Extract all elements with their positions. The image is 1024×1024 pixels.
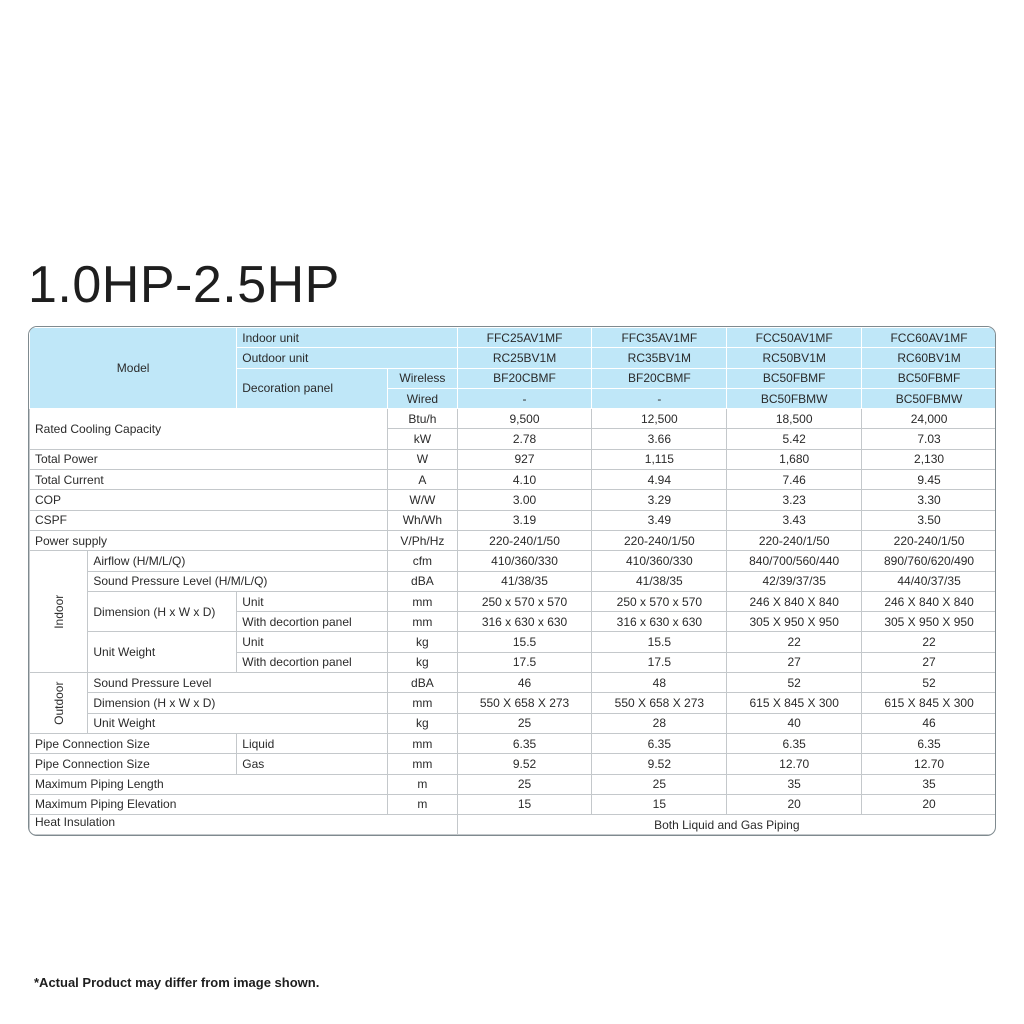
unit-cell: kW: [388, 429, 457, 449]
value-cell: 15.5: [592, 632, 727, 652]
row-label: Maximum Piping Elevation: [30, 794, 388, 814]
value-cell: 316 x 630 x 630: [592, 612, 727, 632]
value-cell: 22: [727, 632, 862, 652]
unit-cell: Wh/Wh: [388, 510, 457, 530]
value-cell: 48: [592, 673, 727, 693]
unit-cell: V/Ph/Hz: [388, 530, 457, 550]
value-cell: 15.5: [457, 632, 592, 652]
indoor-model-3: FCC50AV1MF: [727, 328, 862, 348]
outdoor-model-3: RC50BV1M: [727, 348, 862, 368]
value-cell: 890/760/620/490: [862, 551, 996, 571]
value-cell: 12.70: [727, 754, 862, 774]
value-cell: 22: [862, 632, 996, 652]
value-cell: 6.35: [592, 733, 727, 753]
value-cell: 9.52: [457, 754, 592, 774]
table-row: [30, 409, 997, 429]
spec-table-container: [28, 326, 996, 836]
wireless-panel-3: BC50FBMF: [727, 368, 862, 388]
unit-cell: kg: [388, 632, 457, 652]
outdoor-model-2: RC35BV1M: [592, 348, 727, 368]
value-cell: 220-240/1/50: [592, 530, 727, 550]
unit-cell: mm: [388, 733, 457, 753]
unit-cell: Btu/h: [388, 409, 457, 429]
value-cell: 3.19: [457, 510, 592, 530]
value-cell: 250 x 570 x 570: [592, 591, 727, 611]
sub-label: Unit: [237, 591, 388, 611]
value-cell: 6.35: [862, 733, 996, 753]
unit-cell: W/W: [388, 490, 457, 510]
table-row: [30, 510, 997, 530]
wireless-panel-1: BF20CBMF: [457, 368, 592, 388]
outdoor-unit-header: Outdoor unit: [237, 348, 457, 368]
wireless-panel-2: BF20CBMF: [592, 368, 727, 388]
value-cell: 550 X 658 X 273: [457, 693, 592, 713]
unit-cell: A: [388, 470, 457, 490]
unit-cell: m: [388, 774, 457, 794]
sub-label: Gas: [237, 754, 388, 774]
value-cell: 1,680: [727, 449, 862, 469]
page-title: 1.0HP-2.5HP: [28, 256, 340, 314]
table-row: [30, 490, 997, 510]
value-cell: 220-240/1/50: [457, 530, 592, 550]
value-cell: 305 X 950 X 950: [727, 612, 862, 632]
value-cell: Both Liquid and Gas Piping: [457, 815, 996, 835]
value-cell: 17.5: [457, 652, 592, 672]
unit-cell: mm: [388, 754, 457, 774]
table-row: [30, 713, 997, 733]
value-cell: 3.43: [727, 510, 862, 530]
value-cell: 410/360/330: [457, 551, 592, 571]
row-label: Dimension (H x W x D): [88, 693, 388, 713]
row-label: Power supply: [30, 530, 388, 550]
table-row: [30, 449, 997, 469]
row-label: Pipe Connection Size: [30, 754, 237, 774]
value-cell: 6.35: [457, 733, 592, 753]
table-row: [30, 774, 997, 794]
indoor-section-label: Indoor: [30, 551, 88, 673]
sub-label: With decortion panel: [237, 612, 388, 632]
value-cell: 25: [457, 774, 592, 794]
value-cell: 4.94: [592, 470, 727, 490]
value-cell: 20: [727, 794, 862, 814]
value-cell: 9.52: [592, 754, 727, 774]
table-row: [30, 794, 997, 814]
value-cell: 3.66: [592, 429, 727, 449]
unit-cell: kg: [388, 652, 457, 672]
table-row: [30, 733, 997, 753]
value-cell: 40: [727, 713, 862, 733]
unit-cell: cfm: [388, 551, 457, 571]
value-cell: 615 X 845 X 300: [862, 693, 996, 713]
sub-label: Liquid: [237, 733, 388, 753]
value-cell: 25: [592, 774, 727, 794]
row-label: Total Current: [30, 470, 388, 490]
value-cell: 25: [457, 713, 592, 733]
value-cell: 7.46: [727, 470, 862, 490]
table-row: [30, 470, 997, 490]
value-cell: 24,000: [862, 409, 996, 429]
value-cell: 3.30: [862, 490, 996, 510]
table-row: [30, 754, 997, 774]
value-cell: 41/38/35: [457, 571, 592, 591]
wired-panel-2: -: [592, 388, 727, 408]
wired-panel-1: -: [457, 388, 592, 408]
value-cell: 52: [727, 673, 862, 693]
value-cell: 550 X 658 X 273: [592, 693, 727, 713]
value-cell: 42/39/37/35: [727, 571, 862, 591]
row-label: Unit Weight: [88, 632, 237, 673]
value-cell: 6.35: [727, 733, 862, 753]
value-cell: 1,115: [592, 449, 727, 469]
value-cell: 2,130: [862, 449, 996, 469]
table-row: [30, 571, 997, 591]
value-cell: 410/360/330: [592, 551, 727, 571]
value-cell: 12.70: [862, 754, 996, 774]
value-cell: 15: [457, 794, 592, 814]
value-cell: 15: [592, 794, 727, 814]
value-cell: 316 x 630 x 630: [457, 612, 592, 632]
unit-cell: W: [388, 449, 457, 469]
outdoor-model-1: RC25BV1M: [457, 348, 592, 368]
table-row: [30, 328, 997, 348]
value-cell: 9,500: [457, 409, 592, 429]
value-cell: 7.03: [862, 429, 996, 449]
value-cell: 44/40/37/35: [862, 571, 996, 591]
model-header: Model: [30, 328, 237, 409]
value-cell: 27: [862, 652, 996, 672]
value-cell: 615 X 845 X 300: [727, 693, 862, 713]
unit-cell: m: [388, 794, 457, 814]
spec-table: [29, 327, 996, 835]
wireless-panel-4: BC50FBMF: [862, 368, 996, 388]
row-label: Rated Cooling Capacity: [30, 409, 388, 450]
indoor-model-1: FFC25AV1MF: [457, 328, 592, 348]
row-label: Dimension (H x W x D): [88, 591, 237, 632]
sub-label: Unit: [237, 632, 388, 652]
wired-panel-4: BC50FBMW: [862, 388, 996, 408]
value-cell: 3.29: [592, 490, 727, 510]
value-cell: 28: [592, 713, 727, 733]
unit-cell: mm: [388, 591, 457, 611]
value-cell: 9.45: [862, 470, 996, 490]
sub-label: With decortion panel: [237, 652, 388, 672]
row-label: Airflow (H/M/L/Q): [88, 551, 388, 571]
value-cell: 27: [727, 652, 862, 672]
value-cell: 3.50: [862, 510, 996, 530]
unit-cell: dBA: [388, 673, 457, 693]
value-cell: 220-240/1/50: [862, 530, 996, 550]
value-cell: 246 X 840 X 840: [862, 591, 996, 611]
value-cell: 220-240/1/50: [727, 530, 862, 550]
table-row: [30, 530, 997, 550]
table-row: [30, 551, 997, 571]
outdoor-section-label: Outdoor: [30, 673, 88, 734]
value-cell: 41/38/35: [592, 571, 727, 591]
value-cell: 12,500: [592, 409, 727, 429]
row-label: COP: [30, 490, 388, 510]
value-cell: 52: [862, 673, 996, 693]
value-cell: 840/700/560/440: [727, 551, 862, 571]
value-cell: 927: [457, 449, 592, 469]
indoor-unit-header: Indoor unit: [237, 328, 457, 348]
value-cell: 3.00: [457, 490, 592, 510]
value-cell: 305 X 950 X 950: [862, 612, 996, 632]
unit-cell: kg: [388, 713, 457, 733]
row-label: Unit Weight: [88, 713, 388, 733]
table-row: [30, 591, 997, 611]
indoor-model-4: FCC60AV1MF: [862, 328, 996, 348]
row-label: Pipe Connection Size: [30, 733, 237, 753]
row-label: Sound Pressure Level (H/M/L/Q): [88, 571, 388, 591]
value-cell: 20: [862, 794, 996, 814]
unit-cell: mm: [388, 612, 457, 632]
wired-header: Wired: [388, 388, 457, 408]
value-cell: 17.5: [592, 652, 727, 672]
row-label: Total Power: [30, 449, 388, 469]
table-row: [30, 815, 997, 835]
wireless-header: Wireless: [388, 368, 457, 388]
unit-cell: dBA: [388, 571, 457, 591]
unit-cell: mm: [388, 693, 457, 713]
row-label: Sound Pressure Level: [88, 673, 388, 693]
decoration-panel-header: Decoration panel: [237, 368, 388, 409]
row-label: Heat Insulation: [30, 815, 458, 835]
value-cell: 4.10: [457, 470, 592, 490]
row-label: CSPF: [30, 510, 388, 530]
value-cell: 3.49: [592, 510, 727, 530]
footnote: *Actual Product may differ from image shown.: [34, 975, 320, 990]
value-cell: 18,500: [727, 409, 862, 429]
value-cell: 246 X 840 X 840: [727, 591, 862, 611]
value-cell: 46: [457, 673, 592, 693]
value-cell: 5.42: [727, 429, 862, 449]
row-label: Maximum Piping Length: [30, 774, 388, 794]
value-cell: 46: [862, 713, 996, 733]
table-row: [30, 632, 997, 652]
indoor-model-2: FFC35AV1MF: [592, 328, 727, 348]
wired-panel-3: BC50FBMW: [727, 388, 862, 408]
value-cell: 35: [727, 774, 862, 794]
outdoor-model-4: RC60BV1M: [862, 348, 996, 368]
table-row: [30, 693, 997, 713]
value-cell: 35: [862, 774, 996, 794]
value-cell: 2.78: [457, 429, 592, 449]
table-row: [30, 673, 997, 693]
value-cell: 250 x 570 x 570: [457, 591, 592, 611]
value-cell: 3.23: [727, 490, 862, 510]
